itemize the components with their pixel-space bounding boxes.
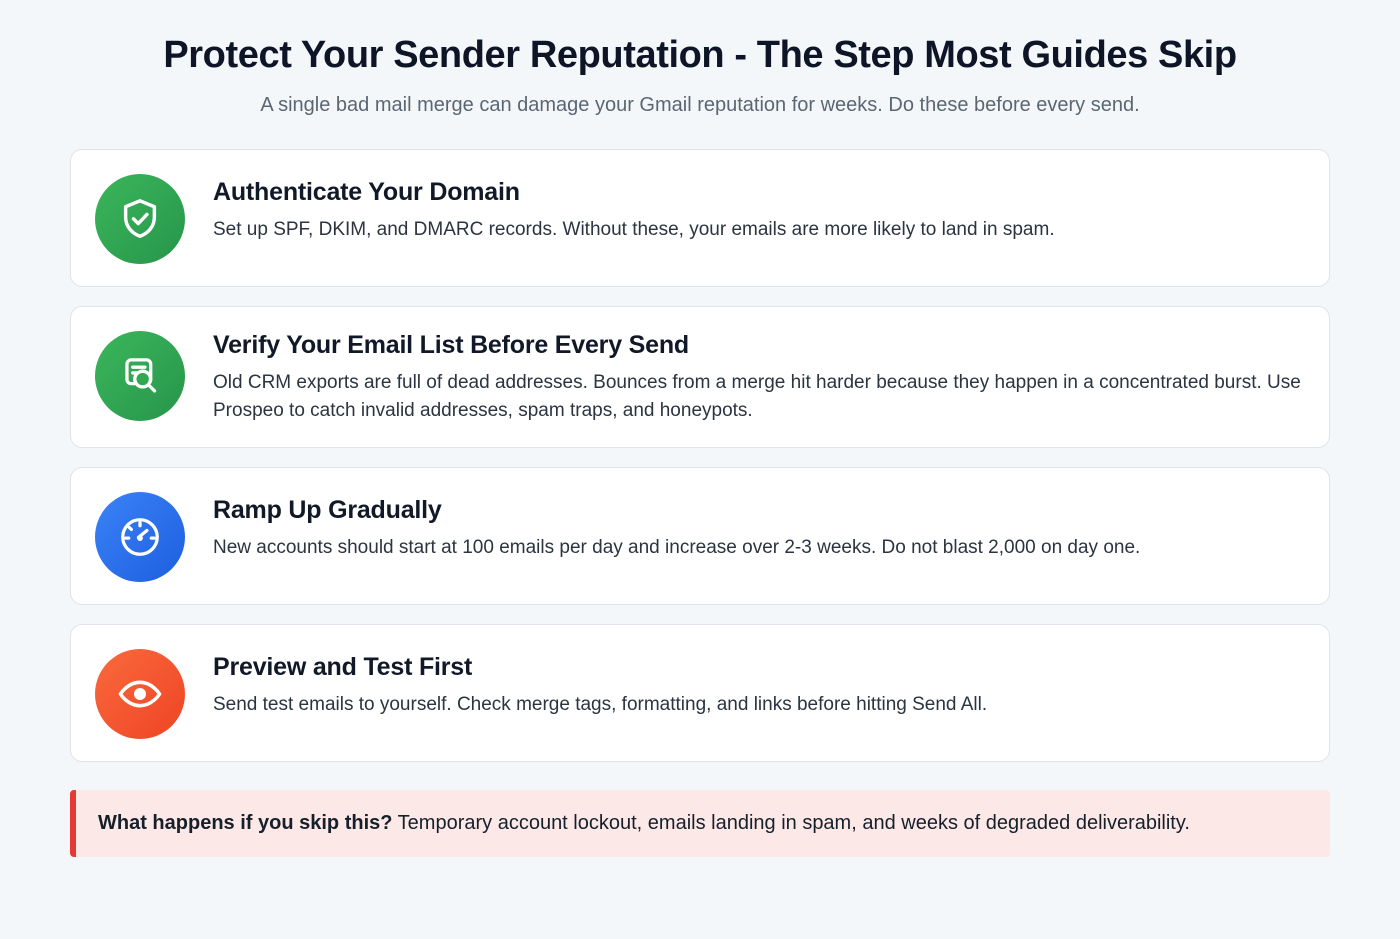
card-body [185,172,1303,244]
card-preview-and-test [70,624,1330,762]
page-title: Protect Your Sender Reputation - The Step Most Guides Skip [163,34,1237,76]
page-header [70,34,1330,118]
card-ramp-up-gradually [70,467,1330,605]
shield-check-icon [95,174,185,264]
card-title: Authenticate Your Domain [213,177,520,206]
checklist-cards [70,149,1330,762]
card-body [185,490,1303,562]
gauge-icon [95,492,185,582]
eye-icon [95,649,185,739]
card-description: Send test emails to yourself. Check merge tags, formatting, and links before hitting Send All. [213,693,988,715]
card-title: Preview and Test First [213,652,473,681]
card-description: New accounts should start at 100 emails per day and increase over 2-3 weeks. Do not blast 2,000 on day one. [213,536,1141,558]
card-icon-wrap [95,172,185,264]
card-icon-wrap [95,329,185,421]
warning-lead: What happens if you skip this? [98,811,393,834]
list-search-icon [95,331,185,421]
card-description: Old CRM exports are full of dead addresses. Bounces from a merge hit harder because they happen in a concentrated burst. Use Prospeo to catch invalid addresses, spam traps, and honeypots. [213,371,1301,421]
warning-callout [70,790,1330,857]
card-icon-wrap [95,647,185,739]
card-description: Set up SPF, DKIM, and DMARC records. Without these, your emails are more likely to land in spam. [213,218,1055,240]
card-title: Ramp Up Gradually [213,495,442,524]
card-title: Verify Your Email List Before Every Send [213,330,689,359]
card-authenticate-domain [70,149,1330,287]
card-body [185,647,1303,719]
card-body [185,329,1303,425]
card-verify-email-list [70,306,1330,448]
warning-text: Temporary account lockout, emails landing in spam, and weeks of degraded deliverability. [392,811,1190,834]
page-subtitle: A single bad mail merge can damage your Gmail reputation for weeks. Do these before every send. [260,93,1140,116]
card-icon-wrap [95,490,185,582]
